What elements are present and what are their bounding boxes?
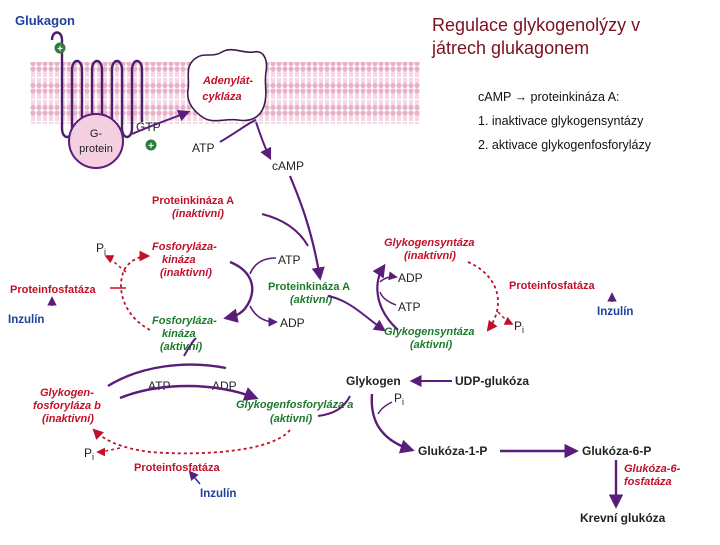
g-protein-line2: protein [79, 143, 113, 155]
atp-label-ac: ATP [192, 141, 215, 155]
g6p-label: Glukóza-6-P [582, 444, 652, 458]
page-title [432, 14, 712, 60]
camp-label: cAMP [272, 159, 305, 173]
note-item1: 1. inaktivace glykogensyntázy [478, 114, 644, 128]
g6pase-line1: Glukóza-6- [624, 463, 681, 475]
gtp-label: GTP [136, 120, 161, 134]
gp-pi-out [98, 448, 120, 452]
gp-atp-label: ATP [148, 379, 171, 393]
pka-active-line2: (aktivní) [290, 294, 333, 306]
gp-inzulin: Inzulín [200, 488, 237, 500]
gs-inactive-line2: (inaktivní) [404, 250, 456, 262]
gp-active-line2: (aktivní) [270, 413, 313, 425]
pka-active-line1: Proteinkináza A [268, 281, 351, 293]
phk-adp-label: ADP [280, 316, 305, 330]
gs-proteinfosfataza: Proteinfosfatáza [509, 280, 595, 292]
plus-sign-gprotein: + [148, 141, 154, 152]
phk-active-line3: (aktivní) [160, 341, 203, 353]
gp-inactive-line3: (inaktivní) [42, 413, 94, 425]
gs-atp-label: ATP [398, 300, 421, 314]
gp-inactive-line1: Glykogen- [40, 387, 94, 399]
g6pase-line2: fosfatáza [624, 476, 672, 488]
phk-pi-out [106, 256, 126, 272]
gs-active-line2: (aktivní) [410, 339, 453, 351]
gp-active-line1: Glykogenfosforyláza a [236, 399, 354, 411]
arrow-gs-dephospho [468, 262, 498, 330]
glykogen-label: Glykogen [346, 374, 401, 388]
phk-inactive-line3: (inaktivní) [160, 267, 212, 279]
arrow-phk-dephospho [121, 256, 150, 330]
gp-pi-label: $P_i$ [84, 446, 95, 462]
g1p-label: Glukóza-1-P [418, 444, 488, 458]
phk-adp-out [250, 306, 276, 322]
plus-sign-receptor: + [57, 44, 63, 55]
phk-inzulin: Inzulín [8, 314, 45, 326]
phk-pi-label: $P_i$ [96, 241, 107, 257]
phk-active-line1: Fosforyláza- [152, 315, 217, 327]
title-line2: játrech glukagonem [432, 38, 590, 58]
gs-adp-out [380, 277, 396, 282]
pka-inactive-join [262, 214, 308, 246]
gs-atp-in [380, 292, 396, 305]
gp-inactive-line2: fosforyláza b [33, 400, 101, 412]
metab-pi-label: $P_i$ [394, 391, 405, 407]
phk-proteinfosfataza: Proteinfosfatáza [10, 284, 96, 296]
g-protein-line1: G- [89, 128, 103, 140]
pka-inactive-line2: (inaktivní) [172, 208, 224, 220]
adenylate-line1: Adenylát- [202, 75, 254, 87]
arrow-gs-phospho [377, 266, 398, 330]
arrow-pka-to-gs [328, 296, 384, 330]
gs-adp-label: ADP [398, 271, 423, 285]
title-line1: Regulace glykogenolýzy v [432, 15, 641, 35]
phk-atp-label: ATP [278, 253, 301, 267]
arrow-phk-activation [226, 262, 252, 318]
gs-active-line1: Glykogensyntáza [384, 326, 475, 338]
metab-pi-in [378, 402, 392, 414]
udp-glukoza-label: UDP-glukóza [455, 374, 530, 388]
note-camp: cAMP → proteinkináza A: [478, 90, 620, 104]
adenylate-line2: cykláza [202, 91, 242, 103]
g-protein-circle [69, 114, 123, 168]
phk-active-line2: kináza [162, 328, 196, 340]
glukagon-label: Glukagon [15, 13, 75, 28]
krevni-glukoza-label: Krevní glukóza [580, 511, 666, 525]
arrow-ac-to-camp [256, 122, 270, 158]
gs-inactive-line1: Glykogensyntáza [384, 237, 475, 249]
note-item2: 2. aktivace glykogenfosforylázy [478, 138, 652, 152]
gp-proteinfosfataza: Proteinfosfatáza [134, 462, 220, 474]
gs-pi-label: $P_i$ [514, 319, 525, 335]
gp-adp-label: ADP [212, 379, 237, 393]
phk-inactive-line1: Fosforyláza- [152, 241, 217, 253]
pka-inactive-line1: Proteinkináza A [152, 195, 235, 207]
phk-atp-in [250, 258, 276, 274]
gs-pi-out [498, 312, 512, 324]
gs-inzulin: Inzulín [597, 306, 634, 318]
phk-inactive-line2: kináza [162, 254, 196, 266]
arrow-gp-dephospho [94, 430, 290, 453]
